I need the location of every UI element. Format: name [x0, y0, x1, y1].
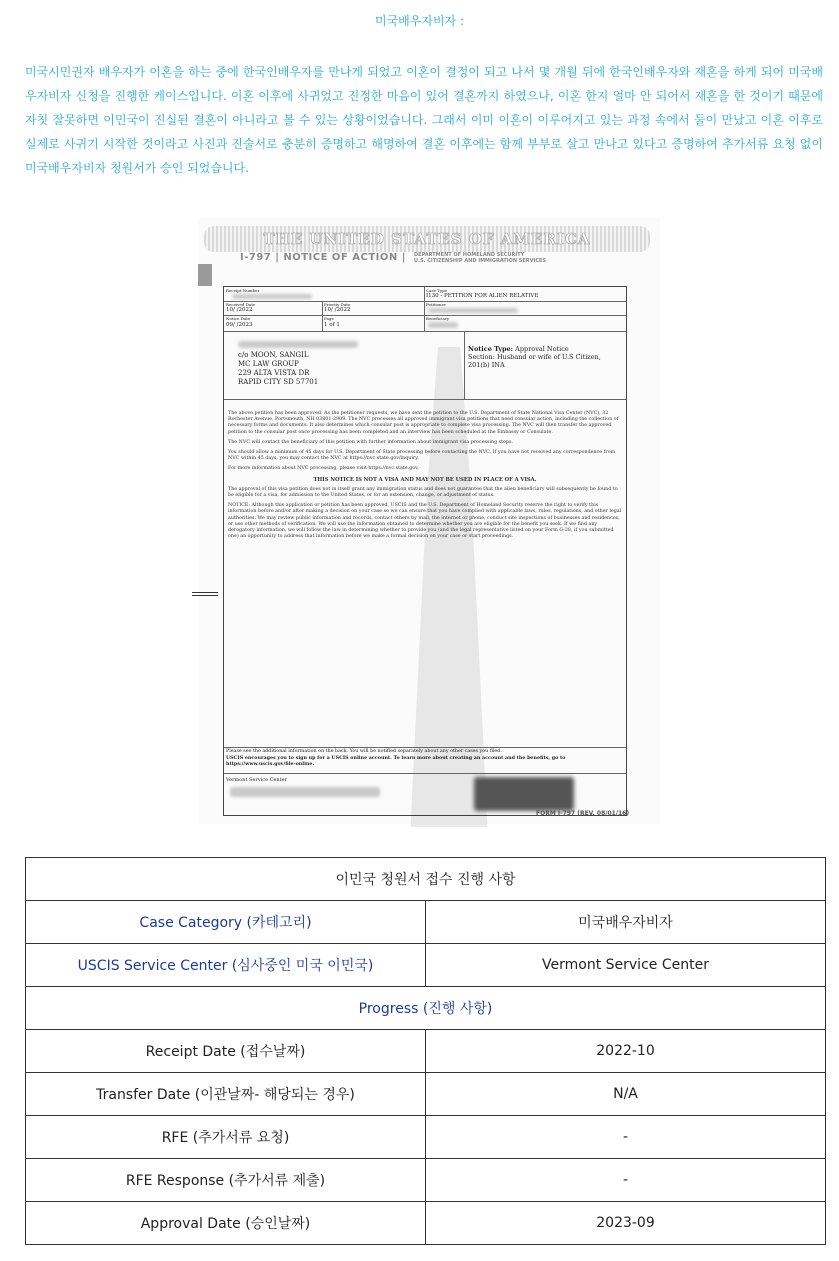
- table-row: [26, 858, 826, 901]
- petition-progress-table: [25, 857, 826, 1245]
- redacted-signature: [474, 777, 574, 811]
- page-label: Page: [324, 316, 334, 321]
- redacted-mark: [198, 264, 212, 286]
- notice-type-value: Approval Notice: [515, 345, 569, 353]
- redacted-address: [230, 787, 380, 797]
- body-paragraph: For more information about NVC processing, please visit https://nvc.state.gov.: [228, 466, 419, 472]
- notice-date-label: Notice Date: [226, 316, 251, 321]
- address-line: RAPID CITY SD 57701: [238, 378, 319, 386]
- body-paragraph: NOTICE: Although this application or petition has been approved, USCIS and the U.S. Department of Homeland Security reserve the right to verify this information before and/or after making a decision on your case so we can ensure that you have complied with applicable laws, rules, regulations, and other legal authorities. We may review public information and records, contact others by mail, the internet or phone, conduct site inspections of businesses and residences, or use other methods of verification. We will use the information obtained to determine whether you are eligible for the benefit you seek. If we find any derogatory information, we will follow the law in determining whether to provide you (and the legal representative listed on your Form G-28, if you submitted one) an opportunity to address that information before we make a formal decision on your case or start proceedings.: [228, 503, 622, 540]
- notice-body: [228, 411, 622, 544]
- notice-date-value: 09/ /2023: [226, 322, 253, 328]
- petitioner-label: Petitioner: [426, 302, 446, 307]
- redacted-beneficiary: [428, 322, 458, 328]
- case-category-label: Case Category (카테고리): [26, 901, 426, 944]
- redacted-petitioner: [428, 308, 518, 313]
- page-heading: 미국배우자비자 :: [374, 14, 464, 28]
- footer-note: USCIS encourages you to sign up for a USCIS online account. To learn more about creating an account and the benefits, go to https://www.uscis.gov/file-online.: [226, 755, 566, 767]
- transfer-date-label: Transfer Date (이관날짜- 해당되는 경우): [26, 1073, 426, 1116]
- address-line: 229 ALTA VISTA DR: [238, 369, 310, 377]
- section-text: Section: Husband or wife of U.S Citizen, 201(b) INA: [468, 353, 601, 369]
- priority-date-value: 10/ /2022: [324, 307, 351, 313]
- footer-note: Please see the additional information on the back. You will be notified separately about any other cases you filed.: [226, 749, 502, 754]
- service-center-label: USCIS Service Center (심사중인 미국 이민국): [26, 944, 426, 987]
- table-row: [26, 901, 826, 944]
- notice-document: [223, 286, 630, 817]
- body-paragraph: The approval of this visa petition does not in itself grant any immigration status and does not guarantee that the alien beneficiary will subsequently be found to be eligible for a visa, for admission to the United States, or for an extension, change, or adjustment of status.: [228, 486, 618, 499]
- receipt-number-label: Receipt Number: [226, 288, 260, 293]
- approval-date-value: 2023-09: [426, 1202, 826, 1245]
- form-number: FORM I-797 (REV. 08/01/16): [536, 810, 630, 817]
- table-row: [26, 987, 826, 1030]
- table-row: [26, 1202, 826, 1245]
- received-date-label: Received Date: [226, 302, 256, 307]
- mailing-address: [238, 351, 318, 387]
- table-row: [26, 1116, 826, 1159]
- notice-footer: [226, 749, 624, 767]
- table-title: 이민국 청원서 접수 진행 사항: [26, 858, 826, 901]
- notice-type-label: Notice Type:: [468, 345, 514, 353]
- approval-date-label: Approval Date (승인날짜): [26, 1202, 426, 1245]
- progress-label: Progress (진행 사항): [26, 987, 826, 1030]
- notice-type-block: [468, 345, 618, 369]
- margin-mark: [192, 592, 218, 596]
- redacted-name: [238, 341, 358, 348]
- department-name: DEPARTMENT OF HOMELAND SECURITY U.S. CITIZENSHIP AND IMMIGRATION SERVICES: [414, 252, 547, 264]
- page-value: 1 of 1: [324, 322, 340, 328]
- rfe-response-label: RFE Response (추가서류 제출): [26, 1159, 426, 1202]
- case-description: 미국시민권자 배우자가 이혼을 하는 중에 한국인배우자를 만나게 되었고 이혼이 결정이 되고 나서 몇 개월 뒤에 한국인배우자와 재혼을 하게 되어 미국배우자비자 신청을 진행한 케이스입니다. 이혼 이후에 사귀었고 진정한 마음이 있어 결혼까지 하였으나, 이혼 한지 얼마 안 되어서 재혼을 한 것이기 때문에 자칫 잘못하면 이민국이 진실된 결혼이 아니라고 볼 수 있는 상황이었습니다. 그래서 이미 이혼이 이루어지고 있는 과정 속에서 둘이 만났고 이혼 이후로 실제로 사귀기 시작한 것이라고 사진과 진술서로 충분히 증명하고 해명하여 결혼 이후에는 함께 부부로 살고 만나고 있다고 증명하여 추가서류 요청 없이 미국배우자비자 청원서가 승인 되었습니다.: [25, 65, 823, 175]
- beneficiary-label: Beneficiary: [426, 316, 449, 321]
- body-paragraph: The NVC will contact the beneficiary of this petition with further information about immigrant visa processing steps.: [228, 439, 513, 445]
- priority-date-label: Priority Date: [324, 302, 351, 307]
- case-category-value: 미국배우자비자: [426, 901, 826, 944]
- body-paragraph: The above petition has been approved. As the petitioner requests, we have sent the petition to the U.S. Department of State National Visa Center (NVC), 32 Rochester Avenue, Portsmouth, NH 03801-2909. The NVC processes all approved immigrant visa petitions that need consular action, including the collection of necessary forms and documents. It also determines which consular post is appropriate to complete visa processing. The NVC will then transfer the approved petition to the consular post once processing has been completed and an interview has been scheduled at the Embassy or Consulate.: [228, 411, 619, 435]
- rfe-response-value: -: [426, 1159, 826, 1202]
- case-type-value: I130 - PETITION FOR ALIEN RELATIVE: [426, 293, 539, 299]
- receipt-date-label: Receipt Date (접수날짜): [26, 1030, 426, 1073]
- i797-notice-image: [198, 218, 660, 824]
- table-row: [26, 1073, 826, 1116]
- visa-warning: THIS NOTICE IS NOT A VISA AND MAY NOT BE USED IN PLACE OF A VISA.: [313, 476, 537, 483]
- form-title: I-797 | NOTICE OF ACTION |: [240, 252, 406, 263]
- rfe-value: -: [426, 1116, 826, 1159]
- service-center-value: Vermont Service Center: [426, 944, 826, 987]
- case-type-label: Case Type: [426, 288, 447, 293]
- address-line: MC LAW GROUP: [238, 360, 299, 368]
- table-row: [26, 1159, 826, 1202]
- body-paragraph: You should allow a minimum of 45 days for U.S. Department of State processing before contacting the NVC. If you have not received any correspondence from NVC within 45 days, you may contact the NVC at https://nvc.state.gov/inquiry.: [228, 450, 616, 462]
- transfer-date-value: N/A: [426, 1073, 826, 1116]
- banner-text: THE UNITED STATES OF AMERICA: [263, 230, 591, 248]
- redacted-receipt-number: [232, 294, 312, 299]
- received-date-value: 10/ /2022: [226, 307, 253, 313]
- service-center-label: Vermont Service Center: [226, 777, 287, 783]
- address-line: c/o MOON, SANGIL: [238, 351, 309, 359]
- table-row: [26, 1030, 826, 1073]
- notice-banner: [204, 226, 650, 252]
- receipt-date-value: 2022-10: [426, 1030, 826, 1073]
- table-row: [26, 944, 826, 987]
- rfe-label: RFE (추가서류 요청): [26, 1116, 426, 1159]
